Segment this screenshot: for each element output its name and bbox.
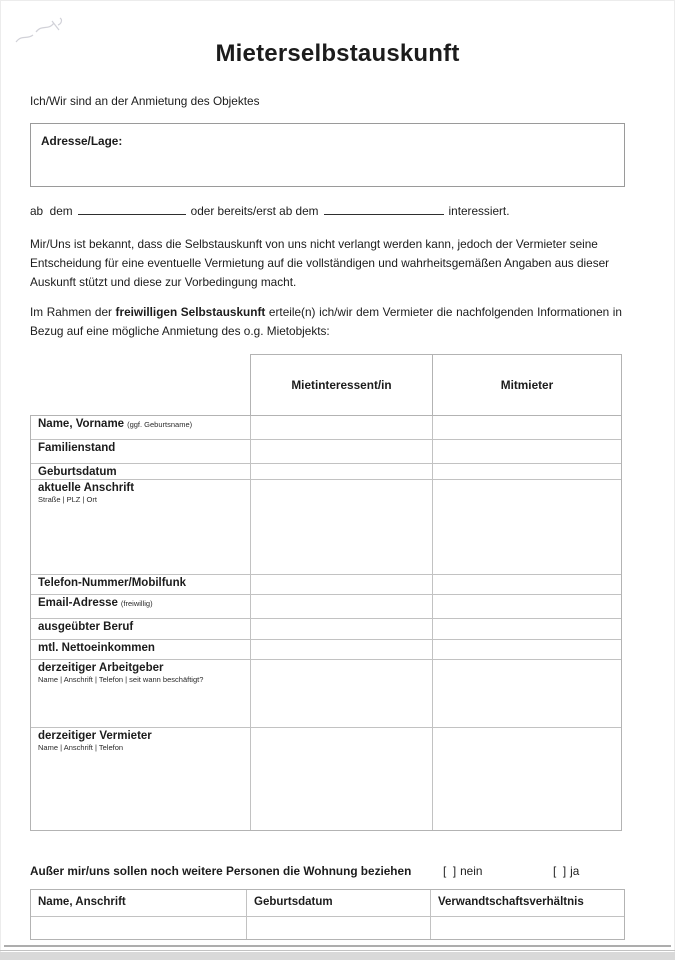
page-title: Mieterselbstauskunft bbox=[215, 40, 460, 67]
header-geburtsdatum: Geburtsdatum bbox=[246, 890, 430, 916]
column-header-mietinteressent: Mietinteressent/in bbox=[291, 377, 392, 392]
row-label-cell: Telefon-Nummer/Mobilfunk bbox=[38, 576, 187, 589]
row-label-cell: derzeitiger Vermieter Name | Anschrift | Telefon bbox=[31, 728, 250, 830]
header-name-anschrift: Name, Anschrift bbox=[38, 895, 126, 908]
table-row-email bbox=[31, 595, 621, 619]
table-row-beruf bbox=[31, 619, 621, 640]
disclosure-paragraph: Mir/Uns ist bekannt, dass die Selbstauskunft von uns nicht verlangt werden kann, jedoch der Vermieter seine Entscheidung für eine eventuelle Vermietung auf die vollständigen und wahrheitsgemäßen Angaben aus dieser Auskunft stützt und diese zur Vorbedingung macht. bbox=[30, 237, 610, 290]
checkbox-ja-label: ja bbox=[570, 863, 580, 878]
scan-edge-line-2 bbox=[0, 950, 675, 951]
cotenant-input-cell[interactable] bbox=[432, 480, 621, 574]
applicant-input-cell[interactable] bbox=[250, 595, 432, 618]
cotenant-input-cell[interactable] bbox=[432, 416, 621, 439]
row-label-cell: mtl. Nettoeinkommen bbox=[38, 641, 155, 654]
cotenant-input-cell[interactable] bbox=[432, 575, 621, 594]
applicant-input-cell[interactable] bbox=[250, 440, 432, 463]
checkbox-ja bbox=[553, 864, 579, 878]
cotenant-input-cell[interactable] bbox=[432, 640, 621, 659]
voluntary-pre: Im Rahmen der bbox=[30, 305, 116, 320]
applicant-input-cell[interactable] bbox=[250, 416, 432, 439]
applicant-input-cell[interactable] bbox=[250, 619, 432, 639]
address-box-label: Adresse/Lage: bbox=[41, 134, 123, 148]
move-in-date-line bbox=[30, 202, 675, 218]
row-note: (ggf. Geburtsname) bbox=[127, 419, 193, 429]
additional-table-data-row bbox=[31, 917, 624, 939]
pencil-scribble-mark bbox=[8, 10, 80, 56]
header-verwandtschaftsverhaeltnis: Verwandtschaftsverhältnis bbox=[430, 890, 624, 916]
date-line-middle: oder bereits/erst ab dem bbox=[190, 204, 319, 218]
cotenant-input-cell[interactable] bbox=[432, 619, 621, 639]
voluntary-bold: freiwilligen Selbstauskunft bbox=[115, 305, 266, 320]
row-label-cell: aktuelle Anschrift Straße | PLZ | Ort bbox=[31, 480, 250, 574]
column-header-mitmieter: Mitmieter bbox=[432, 355, 621, 415]
row-label-cell: ausgeübter Beruf bbox=[38, 620, 134, 633]
applicant-input-cell[interactable] bbox=[250, 660, 432, 727]
date-field-1[interactable] bbox=[78, 202, 186, 215]
table-row-name bbox=[31, 416, 621, 440]
cotenant-input-cell[interactable] bbox=[432, 660, 621, 727]
checkbox-ja-box[interactable]: [ ] bbox=[553, 863, 567, 878]
relation-input-cell[interactable] bbox=[430, 917, 624, 939]
row-note: Straße | PLZ | Ort bbox=[38, 494, 97, 504]
applicant-input-cell[interactable] bbox=[250, 728, 432, 830]
row-label-cell: Email-Adresse (freiwillig) bbox=[38, 596, 153, 609]
table-row-familienstand bbox=[31, 440, 621, 464]
row-label-cell: Familienstand bbox=[38, 441, 116, 454]
table-header-row bbox=[250, 354, 622, 415]
voluntary-post: erteile(n) ich/wir dem Vermieter die nachfolgenden Informationen in Bezug auf eine mögliche Anmietung des o.g. Mietobjekts: bbox=[30, 305, 622, 339]
row-label-cell: Geburtsdatum bbox=[38, 465, 117, 478]
scan-edge-band bbox=[0, 952, 675, 960]
row-note: Name | Anschrift | Telefon | seit wann beschäftigt? bbox=[38, 674, 204, 684]
checkbox-nein bbox=[443, 864, 482, 878]
table-row-anschrift bbox=[31, 480, 621, 575]
additional-persons-question bbox=[30, 864, 622, 880]
applicant-info-table bbox=[30, 354, 622, 831]
table-body bbox=[30, 415, 622, 831]
birthdate-input-cell[interactable] bbox=[246, 917, 430, 939]
table-row-geburtsdatum bbox=[31, 464, 621, 480]
date-line-prefix: ab dem bbox=[30, 204, 73, 218]
name-input-cell[interactable] bbox=[31, 917, 246, 939]
table-row-telefon bbox=[31, 575, 621, 595]
table-row-vermieter bbox=[31, 728, 621, 830]
table-row-nettoeinkommen bbox=[31, 640, 621, 660]
applicant-input-cell[interactable] bbox=[250, 480, 432, 574]
intro-text: Ich/Wir sind an der Anmietung des Objektes bbox=[30, 94, 260, 108]
row-note: (freiwillig) bbox=[120, 598, 153, 608]
row-label-cell: derzeitiger Arbeitgeber Name | Anschrift | Telefon | seit wann beschäftigt? bbox=[31, 660, 250, 727]
voluntary-paragraph bbox=[30, 303, 622, 341]
row-note: Name | Anschrift | Telefon bbox=[38, 742, 124, 752]
scan-edge-line bbox=[4, 945, 671, 947]
cotenant-input-cell[interactable] bbox=[432, 440, 621, 463]
date-line-suffix: interessiert. bbox=[448, 204, 510, 218]
applicant-input-cell[interactable] bbox=[250, 640, 432, 659]
applicant-input-cell[interactable] bbox=[250, 575, 432, 594]
applicant-input-cell[interactable] bbox=[250, 464, 432, 479]
additional-persons-table bbox=[30, 889, 625, 940]
checkbox-nein-label: nein bbox=[460, 863, 483, 878]
checkbox-nein-box[interactable]: [ ] bbox=[443, 863, 457, 878]
cotenant-input-cell[interactable] bbox=[432, 464, 621, 479]
date-field-2[interactable] bbox=[324, 202, 444, 215]
row-label-cell: Name, Vorname (ggf. Geburtsname) bbox=[38, 417, 193, 430]
cotenant-input-cell[interactable] bbox=[432, 728, 621, 830]
table-row-arbeitgeber bbox=[31, 660, 621, 728]
additional-table-header-row bbox=[31, 890, 624, 917]
question-text: Außer mir/uns sollen noch weitere Personen die Wohnung beziehen bbox=[30, 863, 412, 878]
cotenant-input-cell[interactable] bbox=[432, 595, 621, 618]
address-box[interactable] bbox=[30, 123, 625, 187]
